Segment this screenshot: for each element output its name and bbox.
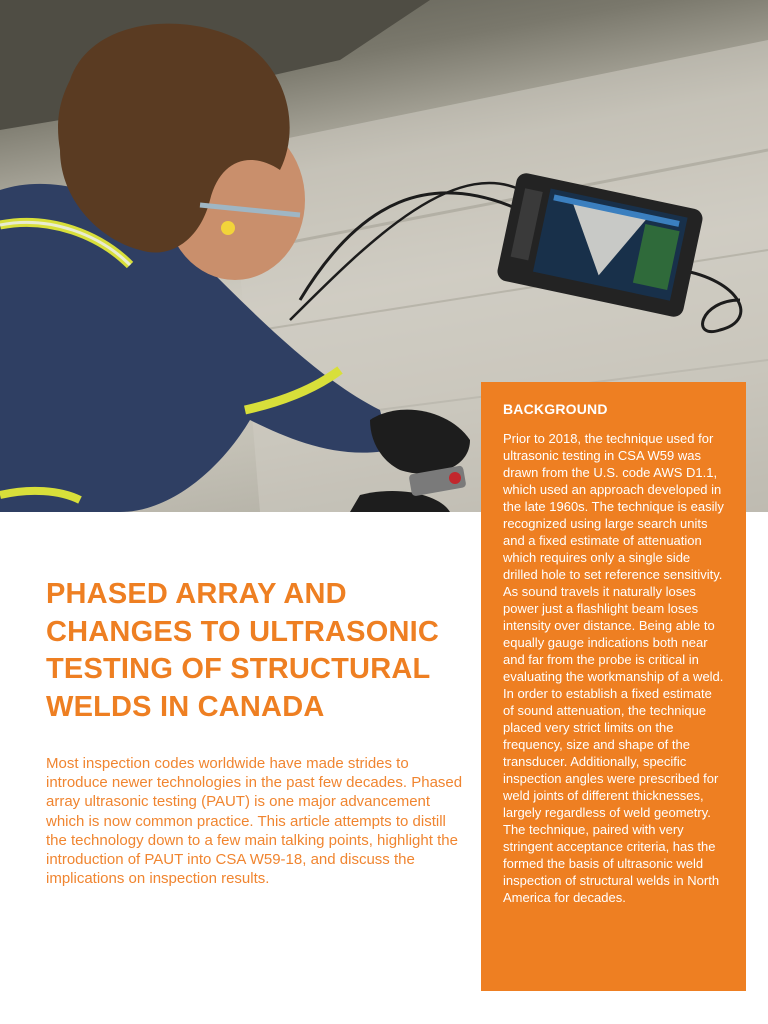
- sidebar-body: Prior to 2018, the technique used for ultrasonic testing in CSA W59 was drawn from the U.S. code AWS D1.1, which used an approach developed in the late 1960s. The technique is easily recognized using large search units and a fixed estimate of attenuation which requires only a single side drilled hole to set reference sensitivity. As sound travels it naturally loses power just a flashlight beam loses intensity over distance. Being able to equally gauge indications both near and far from the probe is critical in evaluating the workmanship of a weld. In order to establish a fixed estimate of sound attenuation, the technique placed very strict limits on the frequency, size and shape of the transducer. Additionally, specific inspection angles were prescribed for weld joints of different thicknesses, largely regardless of weld geometry. The technique, paired with very stringent acceptance criteria, has the formed the basis of ultrasonic weld inspection of structural welds in North America for decades.: [503, 431, 724, 905]
- probe-connector: [449, 472, 461, 484]
- article-intro: Most inspection codes worldwide have made strides to introduce newer technologies in the past few decades. Phased array ultrasonic testing (PAUT) is one major advancement which is now common practice. This article attempts to distill the technology down to a few main talking points, highlight the introduction of PAUT into CSA W59-18, and discuss the implications on inspection results.: [46, 755, 463, 888]
- article-title: PHASED ARRAY AND CHANGES TO ULTRASONIC TESTING OF STRUCTURAL WELDS IN CANADA: [46, 578, 440, 723]
- sidebar-heading: BACKGROUND: [503, 401, 608, 417]
- ear-plug: [221, 221, 235, 235]
- background-sidebar: [481, 382, 746, 991]
